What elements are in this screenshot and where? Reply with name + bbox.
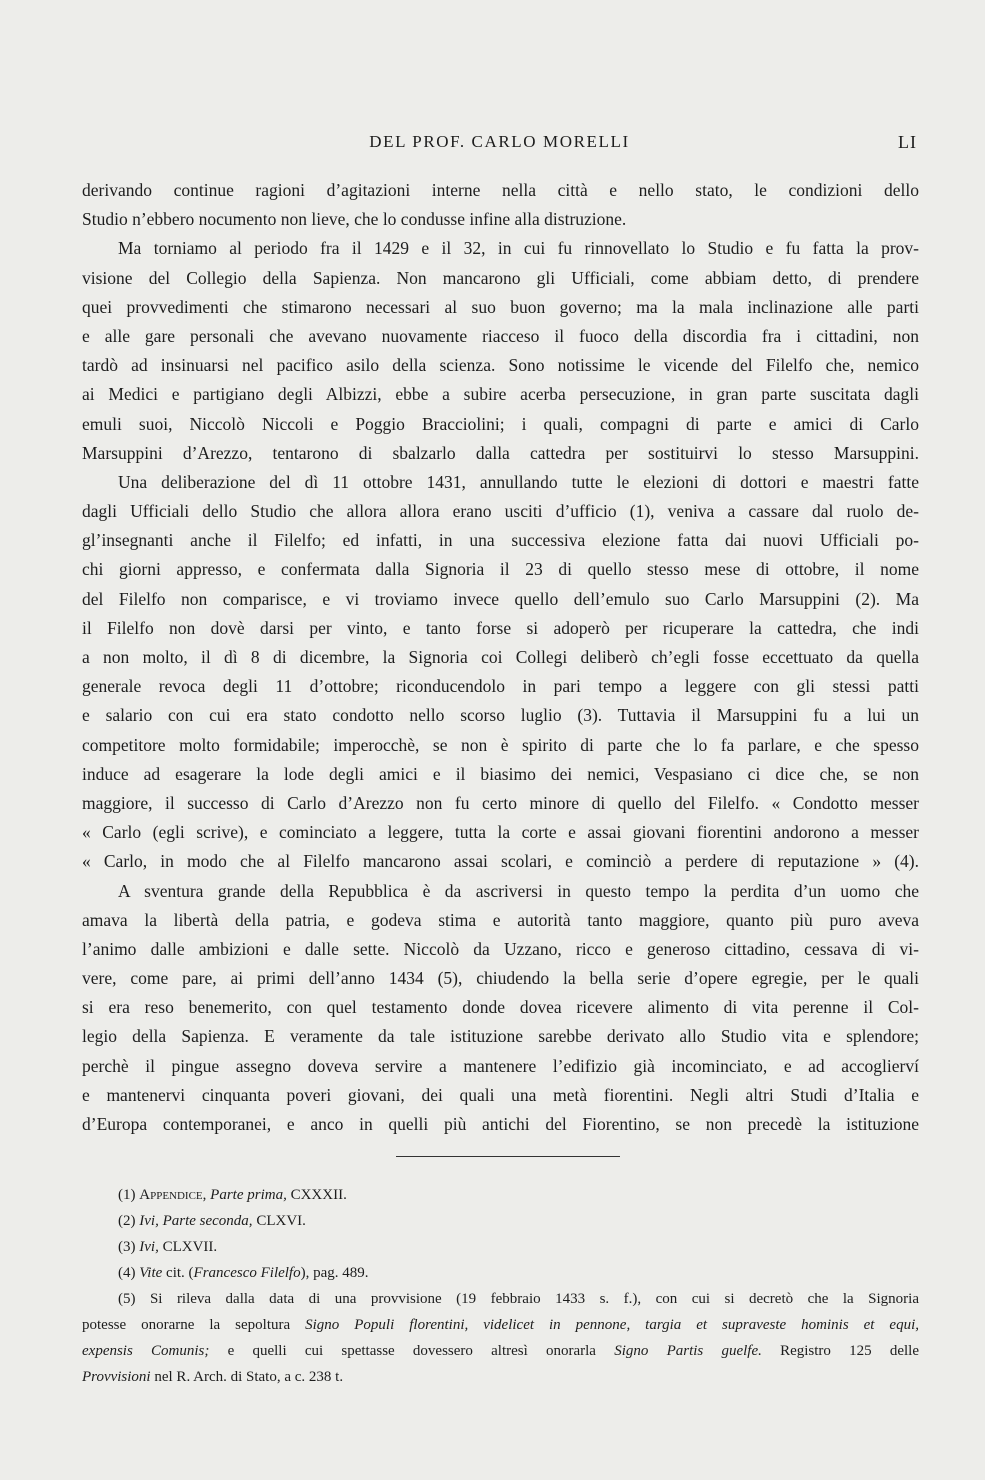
text-line: perchè il pingue assegno doveva servire a mantenere l’edifizio già incominciato, e ad accoglierví	[82, 1055, 919, 1076]
text-line: visione del Collegio della Sapienza. Non mancarono gli Ufficiali, come abbiam detto, di prendere	[82, 267, 919, 288]
text-line: l’animo dalle ambizioni e dalle sette. Niccolò da Uzzano, ricco e generoso cittadino, cessava di vi-	[82, 938, 919, 959]
text-line: Ma torniamo al periodo fra il 1429 e il 32, in cui fu rinnovellato lo Studio e fu fatta la prov-	[118, 238, 919, 259]
text-line: e salario con cui era stato condotto nello scorso luglio (3). Tuttavia il Marsuppini fu a lui un	[82, 705, 919, 726]
running-head-title: DEL PROF. CARLO MORELLI	[369, 132, 630, 151]
text-line: d’Europa contemporanei, e anco in quelli più antichi del Fiorentino, se non precedè la istituzione	[82, 1114, 919, 1134]
text-line: quei provvedimenti che stimarono necessari al suo buon governo; ma la mala inclinazione alle parti	[82, 296, 919, 317]
text-line: e mantenervi cinquanta poveri giovani, dei quali una metà fiorentini. Negli altri Studi d’Italia e	[82, 1084, 919, 1105]
text-line: il Filelfo non dovè darsi per vinto, e tanto forse si adoperò per ricuperare la cattedra, che indi	[82, 617, 919, 638]
text-line: Una deliberazione del dì 11 ottobre 1431, annullando tutte le elezioni di dottori e maestri fatte	[118, 471, 919, 492]
page-number: LI	[898, 132, 917, 152]
text-line: chi giorni appresso, e confermata dalla Signoria il 23 di quello stesso mese di ottobre, il nome	[82, 559, 919, 580]
footnote-5: (5) Si rileva dalla data di una provvisione (19 febbraio 1433 s. f.), con cui si decretò che la Signoria potesse onorarne la sepoltura Signo Populi florentini, videlicet in pennone, targia et supraveste hominis et equi, expensis Comunis; e quelli cui spettasse dovessero altresì onorarla Signo Partis guelfe. Registro 125 delle Provvisioni nel R. Arch. di Stato, a c. 238 t.	[82, 1291, 920, 1385]
text-line: a non molto, il dì 8 di dicembre, la Signoria coi Collegi deliberò ch’egli fosse eccettuato da quella	[82, 647, 919, 667]
text-line: competitore molto formidabile; imperocchè, se non è spirito di parte che lo fa parlare, e che spesso	[82, 734, 919, 755]
text-line: « Carlo, in modo che al Filelfo mancarono assai scolari, e cominciò a perdere di reputazione » (4).	[82, 851, 919, 872]
text-line: gl’insegnanti anche il Filelfo; ed infatti, in una successiva elezione fatta dai nuovi Ufficiali po-	[82, 530, 919, 551]
text-line: generale revoca degli 11 d’ottobre; riconducendolo in pari tempo a leggere con gli stessi patti	[82, 676, 919, 697]
text-line: ai Medici e partigiano degli Albizzi, ebbe a subire acerba persecuzione, in gran parte suscitata dagli	[82, 384, 919, 405]
body-text	[82, 176, 919, 1139]
text-line: legio della Sapienza. E veramente da tale istituzione sarebbe derivato allo Studio vita e splendore;	[82, 1026, 919, 1047]
footnotes	[82, 1182, 919, 1390]
text-line: induce ad esagerare la lode degli amici e il biasimo dei nemici, Vespasiano ci dice che, se non	[82, 763, 919, 784]
footnote-3: (3) Ivi, CLXVII.	[118, 1239, 218, 1255]
text-line: amava la libertà della patria, e godeva stima e autorità tanto maggiore, quanto più puro aveva	[82, 909, 919, 930]
text-line: tardò ad insinuarsi nel pacifico asilo della scienza. Sono notissime le vicende del Filelfo che, nemico	[82, 355, 919, 376]
text-line: derivando continue ragioni d’agitazioni interne nella città e nello stato, le condizioni dello	[82, 180, 919, 200]
footnote-1: (1) Appendice, Parte prima, CXXXII.	[118, 1187, 347, 1203]
footnote-2: (2) Ivi, Parte seconda, CLXVI.	[118, 1213, 306, 1229]
text-line: Studio n’ebbero nocumento non lieve, che lo condusse infine alla distruzione.	[82, 209, 627, 230]
text-line: dagli Ufficiali dello Studio che allora allora erano usciti d’ufficio (1), veniva a cassare dal ruolo de-	[82, 501, 919, 522]
text-line: emuli suoi, Niccolò Niccoli e Poggio Bracciolini; i quali, compagni di parte e amici di Carlo	[82, 413, 919, 434]
text-line: « Carlo (egli scrive), e cominciato a leggere, tutta la corte e assai giovani fiorentini andorono a messer	[82, 822, 919, 843]
running-head	[82, 132, 917, 156]
text-line: A sventura grande della Repubblica è da ascriversi in questo tempo la perdita d’un uomo che	[118, 880, 919, 901]
footnote-divider	[396, 1156, 620, 1157]
text-line: e alle gare personali che avevano nuovamente riacceso il fuoco della discordia fra i cittadini, non	[82, 325, 919, 346]
text-line: si era reso benemerito, con quel testamento donde dovea ricevere alimento di vita perenne il Col-	[82, 997, 919, 1018]
text-line: Marsuppini d’Arezzo, tentarono di sbalzarlo dalla cattedra per sostituirvi lo stesso Marsuppini.	[82, 442, 919, 463]
text-line: del Filelfo non comparisce, e vi troviamo invece quello dell’emulo suo Carlo Marsuppini (2). Ma	[82, 588, 919, 609]
text-line: maggiore, il successo di Carlo d’Arezzo non fu certo minore di quello del Filelfo. « Condotto messer	[82, 792, 919, 813]
footnote-4: (4) Vite cit. (Francesco Filelfo), pag. 489.	[118, 1265, 369, 1281]
text-line: vere, come pare, ai primi dell’anno 1434 (5), chiudendo la bella serie d’opere egregie, per le quali	[82, 968, 919, 989]
